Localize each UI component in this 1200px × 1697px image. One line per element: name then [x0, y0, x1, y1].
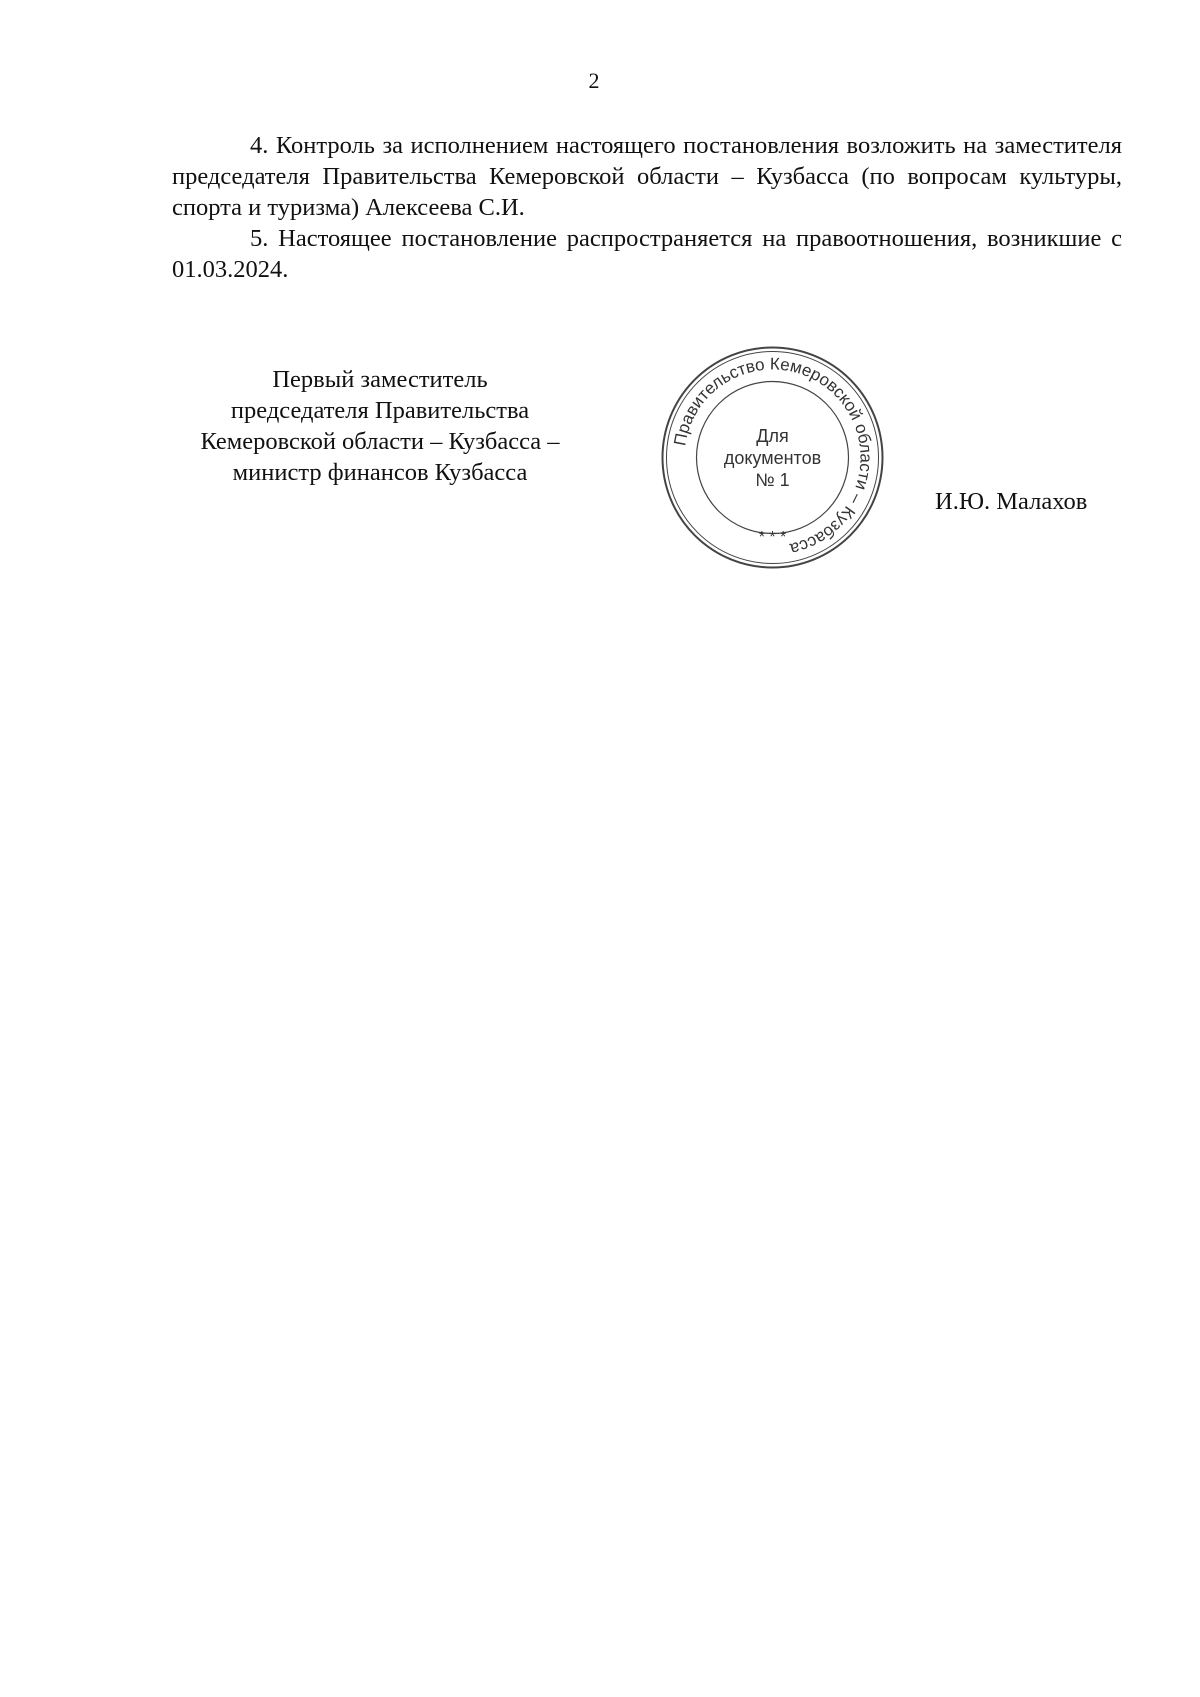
official-stamp [660, 345, 885, 570]
stamp-line: Для [756, 426, 789, 446]
stamp-line: № 1 [755, 470, 790, 490]
svg-text:* * *: * * * [758, 529, 787, 546]
paragraph-5: 5. Настоящее постановление распространяется на правоотношения, возникшие с 01.03.2024. [172, 225, 1122, 283]
svg-text:Правительство Кемеровской обла: Правительство Кемеровской области – Кузбасса [670, 354, 876, 559]
signatory-name: И.Ю. Малахов [935, 488, 1088, 515]
signatory-title [170, 364, 590, 488]
signatory-title-line: Первый заместитель [272, 366, 488, 393]
page-number: 2 [588, 68, 600, 93]
paragraph-4: 4. Контроль за исполнением настоящего постановления возложить на заместителя председателя Правительства Кемеровской области – Кузбасса (по вопросам культуры, спорта и туризма) Алексеева С.И. [172, 132, 1122, 221]
signatory-title-line: министр финансов Кузбасса [232, 459, 528, 486]
signatory-title-line: председателя Правительства [230, 397, 530, 424]
stamp-center-text [660, 425, 885, 491]
stamp-line: документов [723, 448, 822, 468]
signatory-title-line: Кемеровской области – Кузбасса – [200, 428, 560, 455]
